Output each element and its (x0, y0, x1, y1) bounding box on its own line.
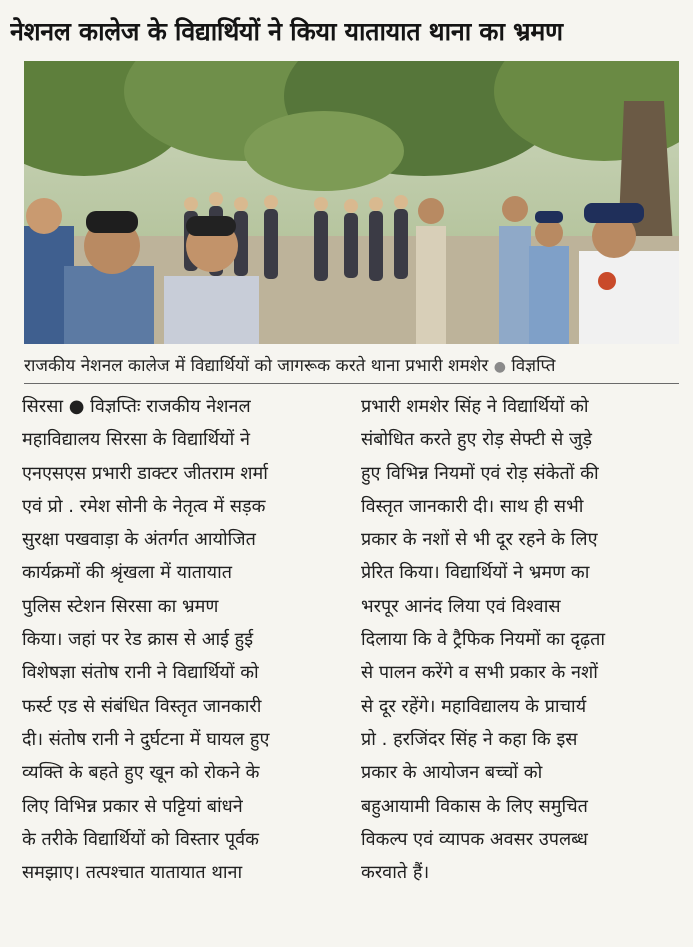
article-line: सुरक्षा पखवाड़ा के अंतर्गत आयोजित (22, 529, 256, 551)
headline: नेशनल कालेज के विद्यार्थियों ने किया यातायात थाना का भ्रमण (10, 17, 563, 46)
article-line: प्रकार के आयोजन बच्चों को (361, 762, 543, 784)
article-line: लिए विभिन्न प्रकार से पट्टियां बांधने (22, 795, 243, 817)
article-line: प्रकार के नशों से भी दूर रहने के लिए (361, 529, 598, 551)
article-line: प्रो . हरजिंदर सिंह ने कहा कि इस (361, 728, 578, 750)
students-at-traffic-station-photo (24, 61, 679, 344)
article-line: से दूर रहेंगे। महाविद्यालय के प्राचार्य (361, 695, 587, 717)
article-line: संबोधित करते हुए रोड़ सेफ्टी से जुड़े (361, 429, 592, 451)
article-line: विशेषज्ञा संतोष रानी ने विद्यार्थियों को (22, 662, 259, 684)
photo-caption (24, 351, 679, 381)
article-line: समझाए। तत्पश्चात यातायात थाना (22, 862, 243, 884)
news-photo (24, 61, 679, 344)
article-line: प्रभारी शमशेर सिंह ने विद्यार्थियों को (361, 396, 589, 417)
article-column-left (22, 390, 340, 935)
article-line: के तरीके विद्यार्थियों को विस्तार पूर्वक (22, 828, 259, 850)
article-line: कार्यक्रमों की श्रृंखला में यातायात (22, 562, 233, 584)
article-line: करवाते हैं। (361, 862, 430, 884)
article-line: महाविद्यालय सिरसा के विद्यार्थियों ने (22, 429, 250, 451)
article-line: किया। जहां पर रेड क्रास से आई हुई (22, 629, 254, 651)
article-line: प्रेरित किया। विद्यार्थियों ने भ्रमण का (361, 562, 590, 584)
article-line: बहुआयामी विकास के लिए समुचित (361, 795, 588, 817)
article-line: पुलिस स्टेशन सिरसा का भ्रमण (22, 595, 219, 617)
article-line: हुए विभिन्न नियमों एवं रोड़ संकेतों की (361, 462, 599, 484)
article-line: भरपूर आनंद लिया एवं विश्वास (361, 595, 561, 617)
article-line: दी। संतोष रानी ने दुर्घटना में घायल हुए (22, 728, 270, 750)
article-line: फर्स्ट एड से संबंधित विस्तृत जानकारी (22, 695, 262, 717)
caption-source: विज्ञप्ति (511, 356, 556, 376)
article-line: एनएसएस प्रभारी डाक्टर जीतराम शर्मा (22, 462, 268, 484)
article-line: विकल्प एवं व्यापक अवसर उपलब्ध (361, 828, 588, 850)
caption-bullet: ● (493, 359, 506, 375)
article-line: दिलाया कि वे ट्रैफिक नियमों का दृढ़ता (361, 629, 606, 651)
article-line: विस्तृत जानकारी दी। साथ ही सभी (361, 495, 584, 517)
caption-divider (24, 383, 679, 384)
article-line: एवं प्रो . रमेश सोनी के नेतृत्व में सड़क (22, 495, 266, 517)
caption-text: राजकीय नेशनल कालेज में विद्यार्थियों को जागरूक करते थाना प्रभारी शमशेर (24, 356, 489, 376)
article-column-right (361, 390, 683, 935)
article-line: व्यक्ति के बहते हुए खून को रोकने के (22, 762, 260, 784)
article-line: सिरसा ● विज्ञप्तिः राजकीय नेशनल (22, 396, 251, 417)
article-line: से पालन करेंगे व सभी प्रकार के नशों (361, 662, 598, 684)
